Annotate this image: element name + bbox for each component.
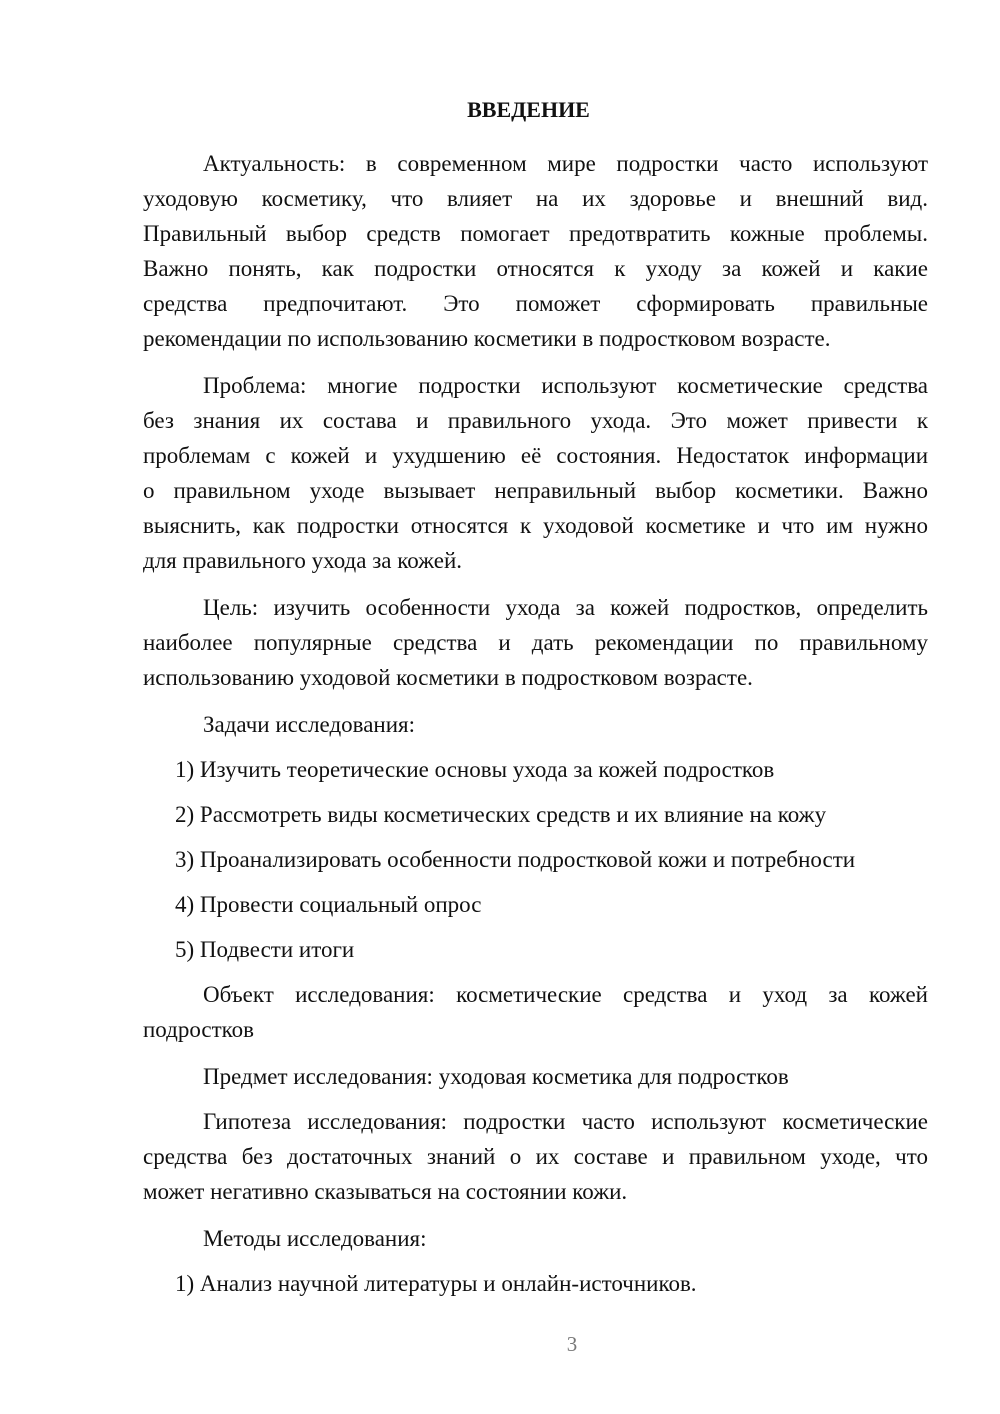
paragraph-line: Проблема: многие подростки используют косметические средства [203,373,928,398]
paragraph-line: о правильном уходе вызывает неправильный выбор косметики. Важно [143,478,928,503]
page-number: 3 [566,1332,578,1356]
paragraph-single: Предмет исследования: уходовая косметика для подростков [203,1064,789,1089]
paragraph-line: рекомендации по использованию косметики в подростковом возрасте. [143,326,831,351]
section-title: ВВЕДЕНИЕ [467,97,590,122]
list-item: 1) Анализ научной литературы и онлайн-источников. [175,1271,697,1296]
list-item: 5) Подвести итоги [175,937,355,962]
paragraph [143,368,928,578]
paragraph-line: средства предпочитают. Это поможет сформировать правильные [143,291,928,316]
list-item: 3) Проанализировать особенности подростковой кожи и потребности [175,847,856,872]
paragraph-line: Актуальность: в современном мире подростки часто используют [203,151,928,176]
paragraph [143,590,928,695]
paragraph-line: Важно понять, как подростки относятся к уходу за кожей и какие [143,256,928,281]
paragraph-line: средства без достаточных знаний о их составе и правильном уходе, что [143,1144,928,1169]
paragraph-line: подростков [143,1017,255,1042]
paragraph-single: Методы исследования: [203,1226,427,1251]
paragraph-line: без знания их состава и правильного ухода. Это может привести к [143,408,928,433]
paragraph-line: Правильный выбор средств помогает предотвратить кожные проблемы. [143,221,928,246]
paragraph-line: для правильного ухода за кожей. [143,548,463,573]
paragraph-line: наиболее популярные средства и дать рекомендации по правильному [143,630,928,655]
paragraph-line: Цель: изучить особенности ухода за кожей подростков, определить [203,595,928,620]
paragraph-line: выяснить, как подростки относятся к уходовой косметике и что им нужно [143,513,928,538]
paragraph-line: может негативно сказываться на состоянии кожи. [143,1179,628,1204]
document-page [143,96,928,1311]
paragraph-line: уходовую косметику, что влияет на их здоровье и внешний вид. [143,186,928,211]
paragraph-line: Гипотеза исследования: подростки часто используют косметические [203,1109,928,1134]
paragraph [143,977,928,1047]
paragraph-line: проблемам с кожей и ухудшению её состояния. Недостаток информации [143,443,928,468]
list-item: 2) Рассмотреть виды косметических средств и их влияние на кожу [175,802,827,827]
paragraph-line: Объект исследования: косметические средства и уход за кожей [203,982,928,1007]
paragraph-single: Задачи исследования: [203,712,416,737]
list-item: 1) Изучить теоретические основы ухода за кожей подростков [175,757,775,782]
document-body [143,146,928,1311]
paragraph [143,146,928,356]
paragraph [143,1104,928,1209]
list-item: 4) Провести социальный опрос [175,892,482,917]
paragraph-line: использованию уходовой косметики в подростковом возрасте. [143,665,753,690]
